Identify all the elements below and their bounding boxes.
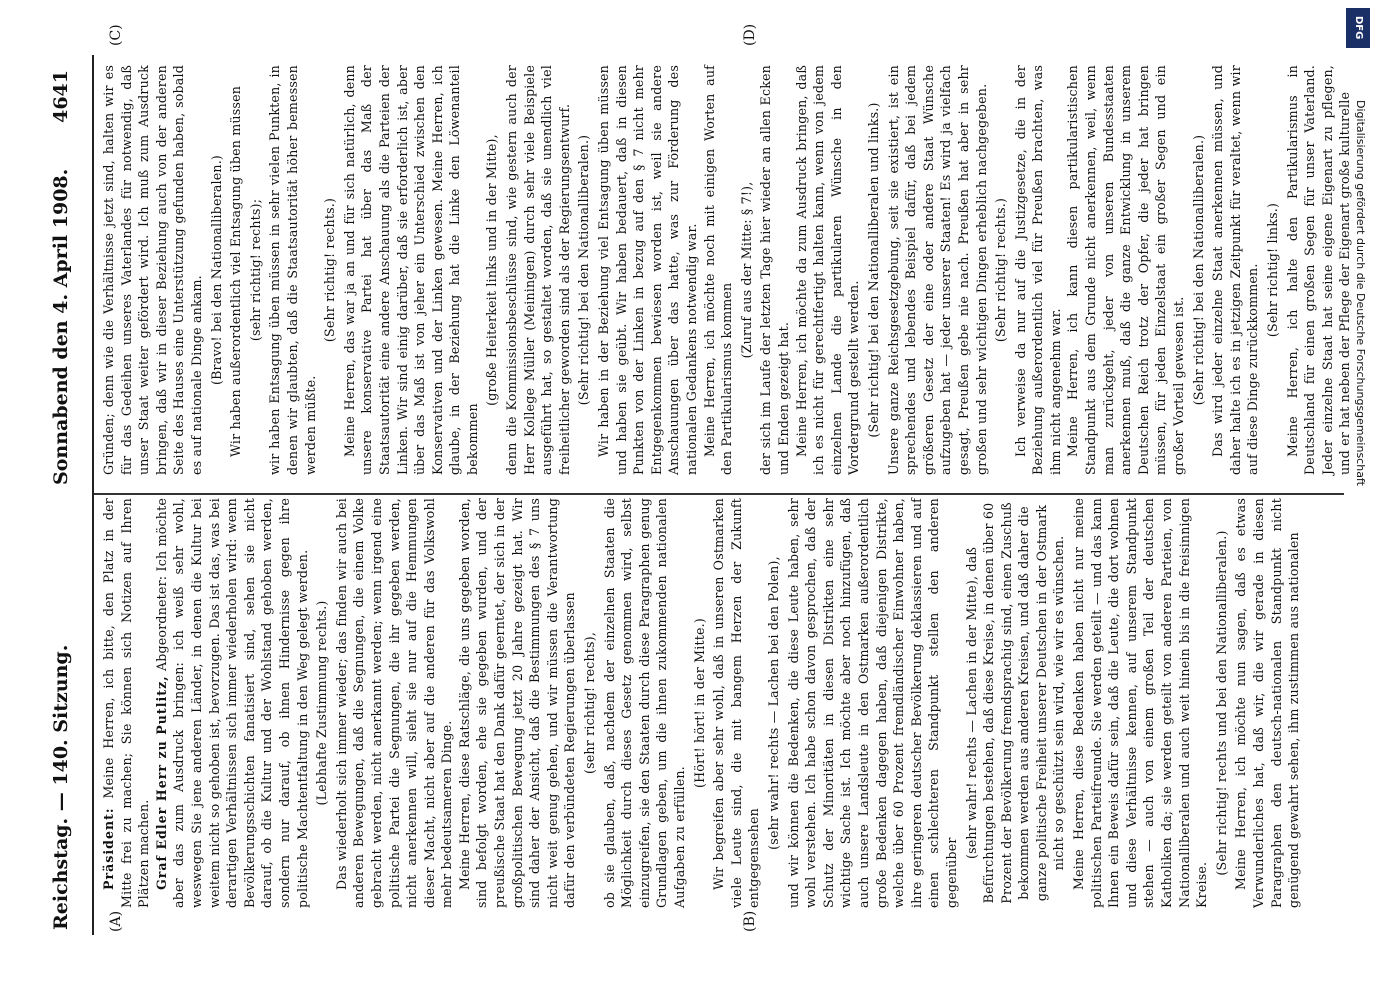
paragraph: [1012, 65, 1065, 475]
paragraph: [100, 65, 206, 475]
column-divider: [94, 493, 1344, 495]
paragraph-text: ob sie glauben, daß, nachdem der einzelnen Staaten die Möglichkeit durch dieses Gesetz genommen wird, selbst einzugreifen, sie den Staaten durch diese Paragraphen genug Grundlagen geben, um die ihnen zukommenden nationalen Aufgaben zu erfüllen.: [601, 498, 687, 908]
header-left: Reichstag. — 140. Sitzung.: [50, 644, 72, 930]
paragraph-text: (Sehr richtig! links.): [1265, 202, 1280, 338]
paragraph-text: Gründen; denn wie die Verhältnisse jetzt sind, halten wir es für das Gedeihen unseres Vaterlandes für notwendig, daß unser Staat weiter gefördert wird. Ich muß zum Ausdruck bringen, daß wir in dieser Beziehung auch von der anderen Seite des Hauses eine Unterstützung gefunden haben, sobald es auf nationale Dinge ankam.: [101, 65, 204, 475]
paragraph-text: (Sehr richtig! bei den Nationalliberalen und links.): [865, 102, 881, 438]
paragraph-text: (sehr richtig! rechts);: [247, 198, 263, 342]
dfg-logo: DFG: [1346, 8, 1370, 48]
paragraph-text: Wir begreifen aber sehr wohl, daß in unseren Ostmarken viele Leute sind, die mit bangem Herzen der Zukunft entgegensehen: [711, 498, 762, 908]
paragraph-text: Wir haben in der Beziehung viel Entsagung üben müssen und haben sie geübt. Wir haben bedauert, daß in diesen Punkten von der Linken in bezug auf den § 7 nicht mehr Entgegenkommen bewiesen worden ist, weil sie andere Anschauungen über das hatte, was zur Förderung des nationalen Gedankens notwendig war.: [596, 65, 699, 475]
text-column-left: [100, 498, 1303, 908]
paragraph-text: Abgeordneter: Ich möchte aber das zum Ausdruck bringen: ich weiß sehr wohl, weswegen Sie jene anderen Länder, in denen die Kultur bei weitem nicht so gehoben ist, bevorzugen. Das ist das, was bei derartigen Verhältnissen sich immer wiederholen wird: wenn Bevölkerungsschichten fanatisiert sind, sehen sie nicht darauf, ob die Kultur und der Wohlstand gehoben werden, sondern nur darauf, ob ihnen Hindernisse gegen ihre politische Machtentfaltung in den Weg gelegt werden.: [153, 498, 310, 908]
paragraph-text: Meine Herren, ich bitte, den Platz in der Mitte frei zu machen; Sie können sich Notizen auf Ihren Plätzen machen.: [101, 498, 152, 908]
speaker-name: Graf Edler Herr zu Putlitz,: [153, 675, 169, 890]
paragraph-text: (Sehr richtig! rechts.): [322, 197, 338, 343]
paragraph-text: (Sehr richtig! bei den Nationalliberalen.): [1190, 134, 1206, 406]
paragraph-text: wir haben Entsagung üben müssen in sehr vielen Punkten, in denen wir glaubten, daß die Staatsautorität höher bemessen werden müßte.: [267, 65, 318, 475]
paragraph-text: (große Heiterkeit links und in der Mitte),: [484, 134, 500, 406]
paragraph-text: Meine Herren, diese Ratschläge, die uns gegeben worden, sind befolgt worden, ehe sie gegeben wurden, und der preußische Staat hat den Dank dafür geerntet, der sich in der großpolitischen Bewegung jetzt 20 Jahre gezeigt hat. Wir sind daher der Ansicht, daß die Bestimmungen des § 7 uns nicht weit genug gehen, und wir müssen die Verantwortung dafür den verbündeten Regierungen überlassen: [456, 498, 578, 908]
interjection: [208, 65, 226, 475]
paragraph-text: (Zuruf aus der Mitte: § 7!),: [738, 181, 754, 359]
interjection: [1213, 498, 1231, 908]
margin-marker-c: (C): [108, 24, 124, 46]
interjection: [313, 498, 331, 908]
paragraph: [757, 65, 792, 475]
paragraph-text: (Bravo! bei den Nationalliberalen.): [208, 154, 224, 386]
paragraph: [595, 65, 701, 475]
paragraph-text: und wir können die Bedenken, die diese Leute haben, sehr wohl verstehen. Ich habe schon davon gesprochen, daß der Schutz der Minoritäten in diesen Distrikten eine sehr wichtige Sache ist. Ich möchte aber noch hinzufügen, daß auch unsere Landsleute in den Ostmarken außerordentlich große Bedenken dagegen haben, daß diejenigen Distrikte, welche über 60 Prozent fremdländischer Einwohner haben, ihre geringeren deutscher Bevölkerung deklassieren und auf einen schlechteren Standpunkt stellen den anderen gegenüber: [785, 498, 959, 908]
paragraph: [456, 498, 579, 908]
interjection: [581, 498, 599, 908]
paragraph-text: Meine Herren, diese Bedenken haben nicht nur meine politischen Parteifreunde. Sie werden geteilt — und das kann Ihnen ein Beweis dafür sein, daß die Leute, die dort wohnen und diese Verhältnisse kennen, auf unserem Standpunkt stehen — auch von einem großen Teil der deutschen Katholiken da; sie werden geteilt von anderen Parteien, von Nationalliberalen und auch weit hinein bis in die freisinnigen Kreise.: [1071, 498, 1210, 908]
page-header: [40, 70, 80, 940]
paragraph-text: Meine Herren, ich kann diesen partikularistischen Standpunkt aus dem Grunde nicht anerkennen, weil, wenn man zurückgeht, jeder von unseren Bundesstaaten anerkennen muß, daß die ganze Entwicklung in unserem Deutschen Reich trotz der Opfer, die jeder hat bringen müssen, für jeden Einzelstaat ein großer Segen und ein großer Vorteil gewesen ist.: [1065, 65, 1187, 475]
paragraph: [785, 498, 961, 908]
interjection: [765, 498, 783, 908]
paragraph-text: (Lebhafte Zustimmung rechts.): [314, 600, 330, 806]
paragraph-text: Ich verweise da nur auf die Justizgesetze, die in der Beziehung außerordentlich viel für Preußen brachten, was ihm nicht angenehm war.: [1012, 65, 1063, 475]
paragraph-text: Meine Herren, ich möchte nun sagen, daß es etwas Verwunderliches hat, daß wir, die wir gerade in diesen Paragraphen den deutsch-nationalen Standpunkt nicht genügend gewahrt sehen, ihm zustimmen aus nationalen: [1233, 498, 1302, 908]
side-strip: [1343, 0, 1371, 1000]
margin-marker-a: (A): [108, 910, 124, 932]
interjection: [483, 65, 501, 475]
interjection: [992, 65, 1010, 475]
header-right: Sonnabend den 4. April 1908.: [50, 168, 72, 485]
margin-marker-b: (B): [742, 910, 758, 932]
paragraph-text: Wir haben außerordentlich viel Entsagung üben müssen: [228, 85, 244, 457]
paragraph-text: Unsere ganze Reichsgesetzgebung, seit sie existiert, ist ein sprechendes und lebendes Beispiel dafür, daß bei jedem größeren Gesetz der eine oder andere Staat Wünsche aufzugeben hat — jeder unserer Staaten! Es wird ja vielfach gesagt, Preußen gebe nie nach. Preußen hat aber in sehr großen und sehr wichtigen Dingen erheblich nachgegeben.: [885, 65, 989, 475]
interjection: [575, 65, 593, 475]
paragraph: [341, 65, 482, 475]
paragraph: [1064, 65, 1187, 475]
paragraph-text: (Sehr richtig! rechts und bei den Nationalliberalen.): [1213, 530, 1229, 876]
interjection: [247, 65, 265, 475]
paragraph: [100, 498, 153, 908]
paragraph: [266, 65, 319, 475]
paragraph-text: (Hört! hört! in der Mitte.): [691, 618, 707, 788]
paragraph: [701, 65, 736, 475]
paragraph-text: (Sehr richtig! rechts.): [993, 197, 1009, 343]
interjection: [1190, 65, 1208, 475]
paragraph-text: (sehr richtig! rechts),: [582, 631, 598, 775]
margin-marker-d: (D): [742, 23, 758, 46]
paragraph-text: (Sehr richtig! bei den Nationalliberalen.): [576, 134, 592, 406]
paragraph: [885, 65, 991, 475]
interjection: [691, 498, 709, 908]
paragraph-text: Meine Herren, das war ja an und für sich natürlich, denn unsere konservative Partei hat über das Maß der Staatsautorität eine andere Anschauung als die Parteien der Linken. Wir sind einig darüber, daß sie erforderlich ist, aber über das Maß ist von jeher ein Unterschied zwischen den Konservativen und der Linken gewesen. Meine Herren, ich glaube, in der Beziehung hat die Linke den Löwenanteil bekommen: [341, 65, 480, 475]
paragraph: [333, 498, 456, 908]
paragraph: [227, 65, 245, 475]
interjection: [321, 65, 339, 475]
paragraph-text: Meine Herren, ich möchte noch mit einigen Worten auf den Partikularismus kommen: [701, 65, 735, 475]
interjection: [963, 498, 1069, 908]
paragraph: [710, 498, 763, 908]
paragraph-text: Meine Herren, ich halte den Partikularismus in Deutschland für einen großen Segen für unser Vaterland. Jeder einzelne Staat hat seine eigene Eigenart zu pflegen, und er hat neben der Pflege der Eigenart große kulturelle: [1284, 65, 1353, 475]
interjection: [738, 65, 756, 475]
paragraph: [601, 498, 689, 908]
digitization-note: Digitalisierung gefördert durch die Deutsche Forschungsgemeinschaft: [1354, 100, 1367, 486]
paragraph-text: der sich im Laufe der letzten Tage hier wieder an allen Ecken und Enden gezeigt hat.: [758, 65, 791, 475]
paragraph: [153, 498, 311, 908]
paragraph-text: Meine Herren, ich möchte da zum Ausdruck bringen, daß ich es nicht für gerechtfertigt halten kann, wenn von jedem einzelnen Lande die partikularen Wünsche in den Vordergrund gestellt werden.: [793, 65, 862, 475]
paragraph-text: Das wiederholt sich immer wieder; das finden wir auch bei anderen Bewegungen, daß die Segnungen, die einem Volke gebracht werden, nicht anerkannt werden; wenn irgend eine politische Partei die Segnungen, die ihr gegeben werden, nicht anerkennen will, sieht sie nur auf die Hemmungen dieser Macht, nicht aber auf die anderen für das Volkswohl mehr bedeutsameren Dinge.: [333, 498, 455, 908]
speaker-name: Präsident:: [101, 807, 116, 890]
paragraph: [793, 65, 863, 475]
paragraph-text: (sehr wahr! rechts — Lachen in der Mitte), daß Befürchtungen bestehen, daß diese Kreise, in denen über 60 Prozent der Bevölkerung fremdsprachig sind, einen Zuschuß bekommen werden aus anderen Kreisen, und daß daher die ganze politische Freiheit unserer Deutschen in der Ostmark nicht so geschützt sein wird, wie wir es wünschen.: [963, 502, 1067, 904]
text-column-right: [100, 65, 1354, 475]
header-rule: [92, 55, 94, 935]
paragraph: [1209, 65, 1262, 475]
paragraph: [1070, 498, 1211, 908]
interjection: [1264, 65, 1282, 475]
page-number: 4641: [50, 70, 72, 123]
interjection: [865, 65, 883, 475]
paragraph: [503, 65, 573, 475]
paragraph: [1232, 498, 1302, 908]
paragraph-text: (sehr wahr! rechts — Lachen bei den Polen),: [765, 556, 781, 850]
paragraph-text: Das wird jeder einzelne Staat anerkennen müssen, und daher halte ich es in jetzigen Zeitpunkt für veraltet, wenn wir auf diese Dinge zurückkommen.: [1210, 65, 1261, 475]
paragraph-text: denn die Kommissionsbeschlüsse sind, wie gestern auch der Herr Kollege Müller (Meiningen) durch sehr viele Beispiele ausgeführt hat, so gestaltet worden, daß sie unendlich viel freiheitlicher geworden sind als der Regierungsentwurf.: [504, 65, 572, 475]
